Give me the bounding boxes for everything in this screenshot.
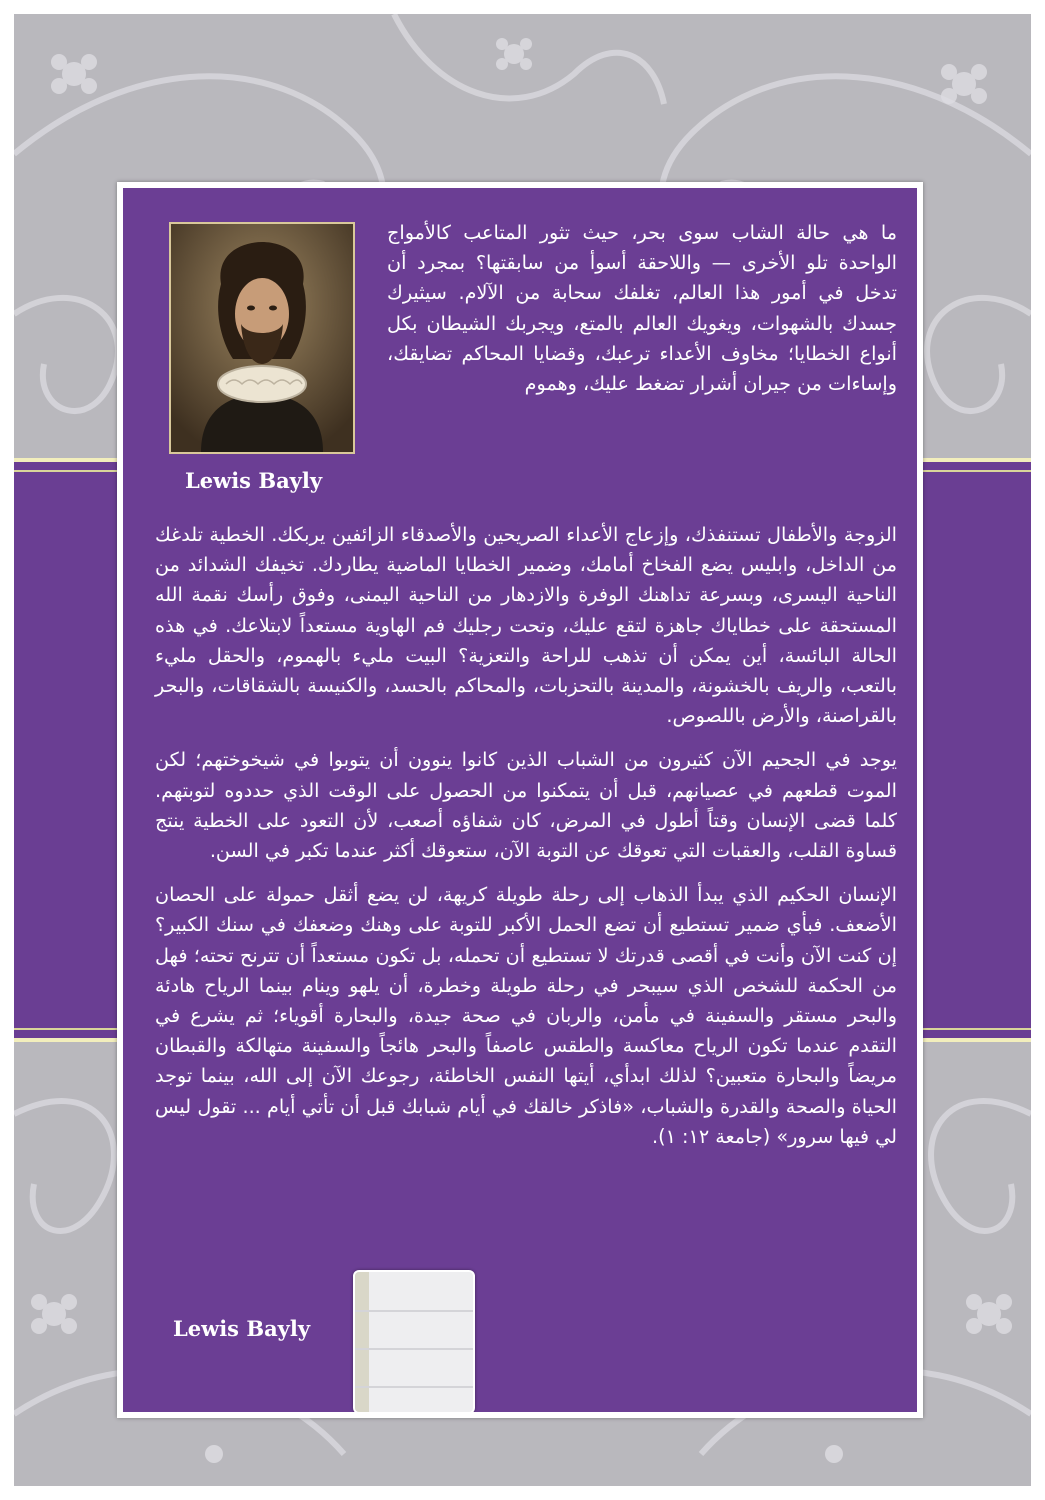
book-back-cover <box>14 14 1031 1486</box>
sticker-line <box>355 1310 473 1312</box>
sticker-line <box>355 1348 473 1350</box>
paragraph-1-part-2: الزوجة والأطفال تستنفذك، وإزعاج الأعداء الصريحين والأصدقاء الزائفين يربكك. الخطية تلدغك من الداخل، وابليس يضع الفخاخ أمامك، وضمير الخطايا الماضية يطاردك. تخيفك الشدائد من الناحية اليسرى، وبسرعة تداهنك الوفرة والازدهار من الناحية اليمنى، وفوق رأسك نقمة الله المستحقة على خطاياك جاهزة لتقع عليك، وتحت رجليك فم الهاوية مستعداً لابتلاعك. في هذه الحالة البائسة، أين يمكن أن تذهب للراحة والتعزية؟ البيت مليء بالهموم، والحقل مليء بالتعب، والريف بالخشونة، والمدينة بالتحزبات، والمحاكم بالحسد، والكنيسة بالشقاقات، والبحر بالقراصنة، والأرض باللصوص. <box>155 523 897 728</box>
paragraph-3: الإنسان الحكيم الذي يبدأ الذهاب إلى رحلة طويلة كريهة، لن يضع أثقل حمولة على الحصان الأضعف. فبأي ضمير تستطيع أن تضع الحمل الأكبر للتوبة على وهنك وضعفك في سنك الكبير؟ إن كنت الآن وأنت في أقصى قدرتك لا تستطيع أن تحمله، بل تكون مستعداً أن تترنح تحته؛ فهل من الحكمة للشخص الذي سيبحر في رحلة طويلة وخطرة، أن يلهو وينام بينما الرياح هادئة والبحر مستقر والسفينة في مأمن، والربان في صحة جيدة، والبحارة أقوياء؛ ثم يشرع في التقدم عندما تكون الرياح معاكسة والطقس عاصفاً والبحر هائجاً والسفينة متهالكة والقبطان مريضاً والبحارة متعبين؟ لذلك ابدأي، أيتها النفس الخاطئة، رجوعك الآن إلى الله، بينما توجد الحياة والصحة والقدرة والشباب، «فاذكر خالقك في أيام شبابك قبل أن تأتي أيام ... تقول ليس لي فيها سرور» (جامعة ١٢: ١). <box>155 883 897 1148</box>
text-panel <box>117 182 923 1418</box>
library-sticker <box>353 1270 475 1414</box>
man-portrait-icon <box>171 224 353 452</box>
portrait-caption: Lewis Bayly <box>185 468 323 493</box>
sticker-tab <box>355 1272 369 1412</box>
sticker-line <box>355 1386 473 1388</box>
paragraph-1-part-1: ما هي حالة الشاب سوى بحر، حيث تثور المتاعب كالأمواج الواحدة تلو الأخرى — واللاحقة أسوأ من سابقتها؟ بمجرد أن تدخل في أمور هذا العالم، تغلفك سحابة من الآلام. سيثيرك جسدك بالشهوات، ويغويك العالم بالمتع، ويجربك الشيطان بكل أنواع الخطايا؛ مخاوف الأعداء ترعبك، وقضايا المحاكم تضايقك، وإساءات من جيران أشرار تضغط عليك، وهموم <box>387 221 897 396</box>
paragraph-2: يوجد في الجحيم الآن كثيرون من الشباب الذين كانوا ينوون أن يتوبوا في شيخوختهم؛ لكن الموت قطعهم في عصيانهم، قبل أن يتمكنوا من الحصول على الوقت الذي حددوه لتوبتهم. كلما قضى الإنسان وقتاً أطول في المرض، كان شفاؤه أصعب، لأن التعود على الخطية ينتج قساوة القلب، والعقبات التي تعوقك عن التوبة الآن، ستعوقك أكثر عندما تكبر في السن. <box>155 748 897 863</box>
portrait-image <box>169 222 355 454</box>
body-text-block <box>155 520 897 1152</box>
intro-text-block <box>387 218 897 399</box>
author-signature: Lewis Bayly <box>173 1316 311 1341</box>
